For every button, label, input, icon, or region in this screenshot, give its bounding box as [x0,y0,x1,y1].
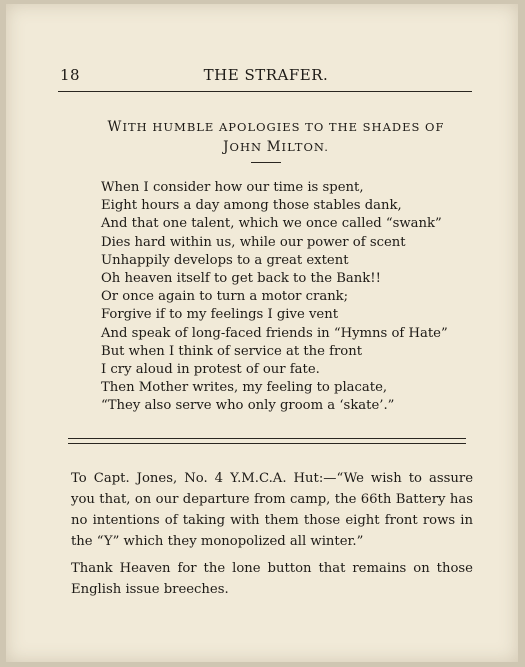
poem [101,179,481,416]
poem-line: Dies hard within us, while our power of scent [101,234,406,250]
dedication-line-2: JOHN MILTON. [223,139,329,155]
poem-line: Forgive if to my feelings I give vent [101,307,339,323]
note-paragraph-1: To Capt. Jones, No. 4 Y.M.C.A. Hut:—“We wish to assure you that, on our departure from camp, the 66th Battery has no intentions of taking with them those eight front rows in the “Y” which they monopolized all winter.” [71,471,473,549]
poem-line: “They also serve who only groom a ‘skate’.” [101,398,395,414]
poem-line: I cry aloud in protest of our fate. [101,362,320,378]
header-rule [58,91,472,92]
poem-line: And speak of long-faced friends in “Hymns of Hate” [101,325,448,341]
note-paragraph-2: Thank Heaven for the lone button that remains on those English issue breeches. [71,561,473,597]
poem-line: When I consider how our time is spent, [101,180,364,195]
section-divider [68,438,466,444]
page-number: 18 [60,66,81,84]
poem-line: Oh heaven itself to get back to the Bank!! [101,271,381,287]
dedication [66,117,486,157]
poem-line: Unhappily develops to a great extent [101,252,349,268]
poem-line: But when I think of service at the front [101,343,363,359]
book-page [6,4,518,662]
poem-line: Eight hours a day among those stables dank, [101,198,402,214]
poem-line: Then Mother writes, my feeling to placate, [101,380,388,396]
dedication-line-1: WITH HUMBLE APOLOGIES TO THE SHADES OF [107,119,445,135]
poem-line: Or once again to turn a motor crank; [101,289,349,305]
ornamental-rule [251,162,281,163]
poem-line: And that one talent, which we once called “swank” [101,216,442,232]
running-title: THE STRAFER. [203,66,329,84]
